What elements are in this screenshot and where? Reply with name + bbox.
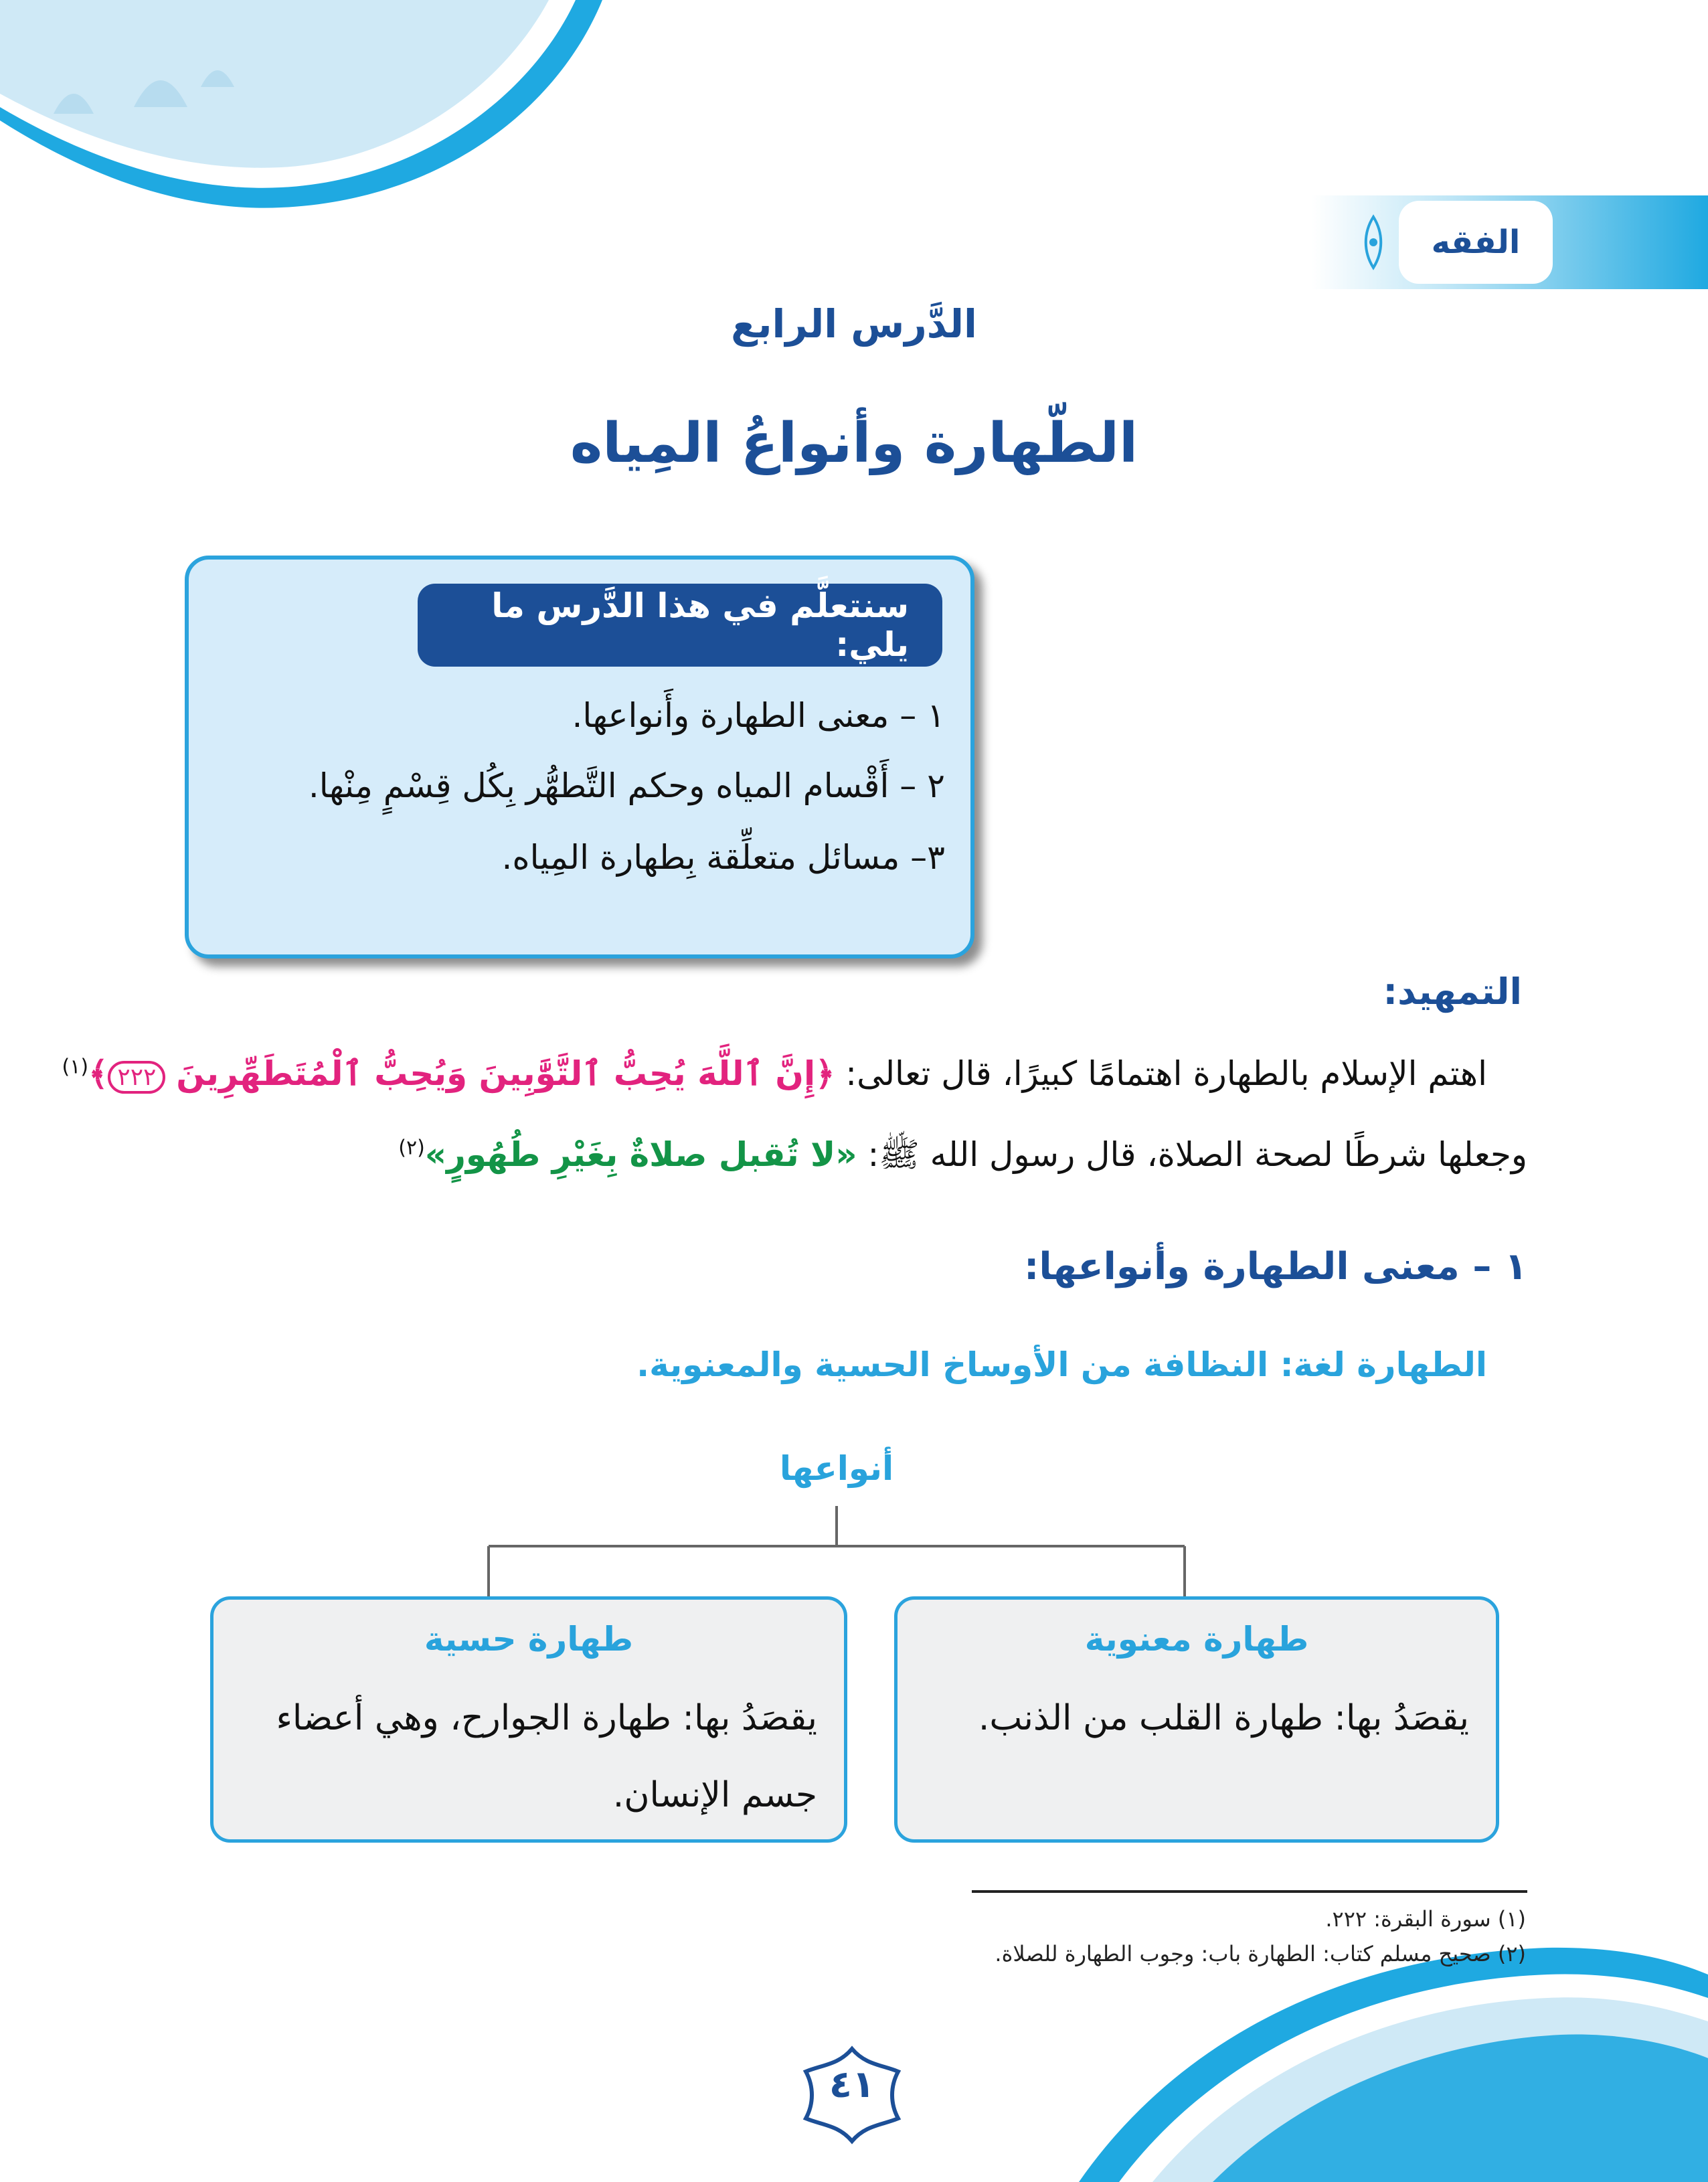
hadith-text: «لا تُقبل صلاةٌ بِغَيْرِ طُهُورٍ» (424, 1135, 857, 1174)
intro-line-2 (398, 1135, 1527, 1183)
card-body: يقصَدُ بها: طهارة القلب من الذنب. (978, 1698, 1469, 1738)
card-title: طهارة حسية (424, 1620, 634, 1659)
intro-line-1-text: اهتم الإسلام بالطهارة اهتمامًا كبيرًا، قال تعالى: (845, 1054, 1487, 1093)
ayah-number: ٢٢٢ (108, 1061, 165, 1094)
card-title: طهارة معنوية (1084, 1620, 1309, 1659)
section-heading: ١ – معنى الطهارة وأنواعها: (1023, 1245, 1527, 1288)
lexical-definition: الطهارة لغة: النظافة من الأوساخ الحسية والمعنوية. (636, 1345, 1487, 1384)
card-body: يقصَدُ بها: طهارة الجوارح، وهي أعضاء جسم الإنسان. (276, 1698, 817, 1815)
intro-heading: التمهيد: (1383, 971, 1522, 1013)
verse-bracket: ﴾ (88, 1054, 108, 1093)
footnote: (١) سورة البقرة: ٢٢٢. (1325, 1906, 1526, 1932)
footnote-ref: (٢) (398, 1136, 425, 1160)
footnote: (٢) صحيح مسلم كتاب: الطهارة باب: وجوب الطهارة للصلاة. (995, 1941, 1526, 1966)
lesson-title: الطّهارة وأنواعُ المِياه (570, 412, 1138, 475)
footnote-ref: (١) (62, 1055, 89, 1079)
objective-item: ٢ – أَقْسام المياه وحكم التَّطهُّر بِكُل قِسْمٍ مِنْها. (308, 766, 945, 805)
types-label: أنواعها (779, 1449, 894, 1488)
ornament-icon (1353, 213, 1393, 272)
page-number: ٤١ (829, 2063, 875, 2106)
intro-line-1 (62, 1054, 1488, 1093)
objectives-header: سنتعلَّم في هذا الدَّرس ما يلي: (418, 584, 942, 667)
lesson-number: الدَّرس الرابع (731, 301, 977, 347)
intro-line-2-text: وجعلها شرطًا لصحة الصلاة، قال رسول الله ﷺ: (867, 1135, 1527, 1174)
subject-label: الفقه (1399, 201, 1553, 284)
moral-purity-card (894, 1596, 1499, 1843)
tree-connector (468, 1506, 1205, 1600)
top-corner-decoration (0, 0, 602, 221)
objective-item: ١ – معنى الطهارة وأَنواعها. (572, 696, 945, 735)
objective-item: ٣– مسائل متعلِّقة بِطهارة المِياه. (501, 838, 945, 877)
quran-verse: ﴿إِنَّ ٱللَّهَ يُحِبُّ ٱلتَّوَّٰبِينَ وَيُحِبُّ ٱلْمُتَطَهِّرِينَ (176, 1054, 835, 1093)
footnote-divider (972, 1890, 1527, 1893)
physical-purity-card (210, 1596, 847, 1843)
